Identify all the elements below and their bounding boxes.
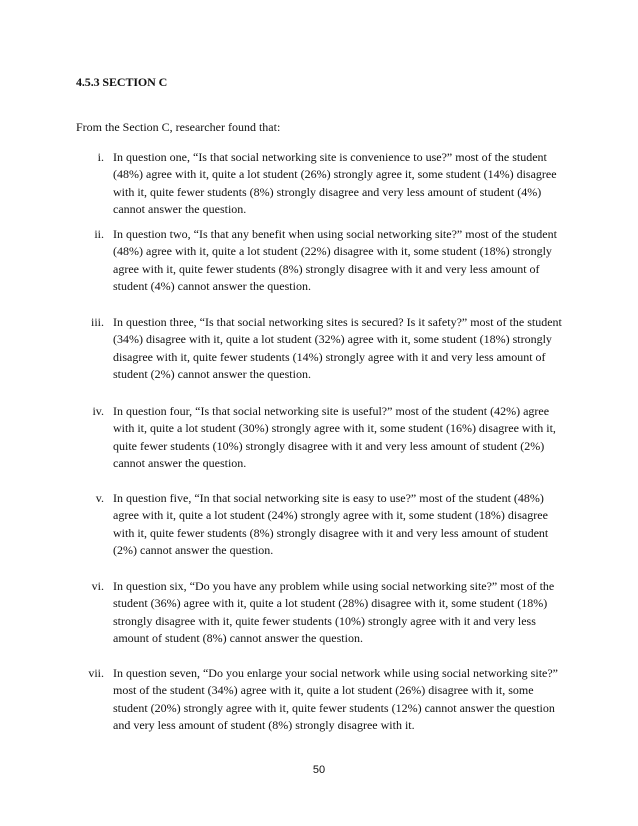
finding-item [60,314,580,384]
section-heading: 4.5.3 SECTION C [76,75,168,89]
item-numeral: iv. [92,404,104,418]
finding-item [60,578,580,648]
item-numeral: vi. [91,579,104,593]
item-text: In question three, “Is that social networking sites is secured? Is it safety?” most of the student (34%) disagree with it, quite a lot student (32%) agree with it, some student (18%) strongly disagree with it, quite fewer students (14%) strongly agree with it and very less amount of student (2%) cannot answer the question. [113,315,562,382]
item-numeral: i. [97,150,104,164]
finding-item [60,226,580,296]
item-text: In question four, “Is that social networking site is useful?” most of the student (42%) agree with it, quite a lot student (30%) strongly agree with it, some student (16%) disagree with it, quite fewer students (10%) strongly disagree with it and very less amount of student (2%) cannot answer the question. [113,404,556,471]
item-text: In question two, “Is that any benefit when using social networking site?” most of the student (48%) agree with it, quite a lot student (22%) disagree with it, some student (18%) strongly agree with it, quite fewer students (8%) strongly disagree with it and very less amount of student (4%) cannot answer the question. [113,227,557,294]
item-text: In question six, “Do you have any problem while using social networking site?” most of the student (36%) agree with it, quite a lot student (28%) disagree with it, some student (18%) strongly disagree with it, quite fewer students (10%) strongly agree with it and very less amount of student (8%) cannot answer the question. [113,579,555,646]
item-numeral: iii. [90,315,104,329]
finding-item [60,490,580,560]
item-text: In question one, “Is that social networking site is convenience to use?” most of the student (48%) agree with it, quite a lot student (26%) strongly agree it, some student (14%) disagree with it, quite fewer students (8%) strongly disagree and very less amount of student (4%) cannot answer the question. [113,150,557,217]
page-number: 50 [312,764,326,776]
finding-item [60,403,580,473]
item-numeral: ii. [94,227,104,241]
intro-text: From the Section C, researcher found that: [76,120,281,134]
item-text: In question five, “In that social networking site is easy to use?” most of the student (48%) agree with it, quite a lot student (24%) strongly agree with it, some student (18%) disagree with it, quite fewer students (8%) strongly disagree with it and very less amount of student (2%) cannot answer the question. [113,491,549,558]
item-numeral: vii. [88,666,104,680]
item-numeral: v. [95,491,104,505]
finding-item [60,665,580,735]
finding-item [60,149,580,219]
item-text: In question seven, “Do you enlarge your social network while using social networking site?” most of the student (34%) agree with it, quite a lot student (26%) disagree with it, some student (20%) strongly agree with it, quite fewer students (12%) cannot answer the question and very less amount of student (8%) strongly disagree with it. [113,666,559,733]
